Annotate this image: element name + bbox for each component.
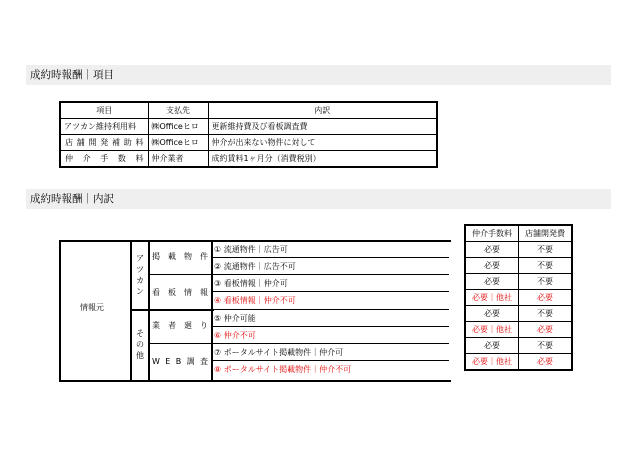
item-name: 店 舗 開 発 補 助 料 [60, 135, 148, 151]
fee-cell: 不要 [519, 242, 573, 258]
row-divider [211, 274, 449, 275]
table-row [60, 119, 437, 135]
section-header-breakdown [26, 189, 611, 209]
table-row [465, 242, 572, 258]
section-title: 成約時報酬｜内訳 [30, 193, 114, 205]
subgroup-label: W E B 調 査 [152, 357, 208, 366]
fee-cell: 必要 [519, 290, 573, 306]
tree-line [148, 343, 214, 344]
list-item: ② 流通物件｜広告不可 [214, 262, 296, 271]
fee-cell: 必要｜他社 [465, 290, 519, 306]
list-item: ⑦ ポータルサイト掲載物件｜仲介可 [214, 348, 344, 357]
list-item: ⑧ ポータルサイト掲載物件｜仲介不可 [214, 365, 352, 374]
fee-cell: 必要 [465, 338, 519, 354]
root-label: 情報元 [80, 303, 104, 312]
fee-cell: 不要 [519, 258, 573, 274]
table-row [465, 290, 572, 306]
fee-cell: 必要 [465, 274, 519, 290]
subgroup-label: 掲 載 物 件 [152, 252, 208, 261]
list-item: ③ 看板情報｜仲介可 [214, 279, 288, 288]
group-label-atsukan: アツカン [136, 254, 144, 296]
payee: ㈱Officeヒロ [148, 119, 208, 135]
payee: ㈱Officeヒロ [148, 135, 208, 151]
fee-cell: 不要 [519, 306, 573, 322]
row-divider [211, 326, 449, 327]
tree-line [130, 309, 214, 311]
header-store-dev-fee: 店舗開発費 [519, 225, 573, 242]
payee: 仲介業者 [148, 151, 208, 168]
list-item: ⑥ 仲介不可 [214, 331, 256, 340]
row-divider [211, 291, 449, 292]
header-item: 項目 [60, 102, 148, 119]
items-table [59, 101, 438, 168]
fee-cell: 必要 [519, 354, 573, 371]
header-detail: 内訳 [208, 102, 437, 119]
fee-cell: 必要｜他社 [465, 322, 519, 338]
fee-cell: 必要 [465, 242, 519, 258]
detail: 更新維持費及び看板調査費 [208, 119, 437, 135]
subgroup-label: 看 板 情 報 [152, 288, 208, 297]
header-payee: 支払先 [148, 102, 208, 119]
fee-cell: 必要 [465, 258, 519, 274]
section-title: 成約時報酬｜項目 [30, 69, 114, 81]
tree-line [148, 274, 214, 275]
group-label-other: その他 [136, 329, 144, 360]
table-row [465, 274, 572, 290]
fee-cell: 必要｜他社 [465, 354, 519, 371]
row-divider [211, 360, 449, 361]
detail: 成約賃料1ヶ月分（消費税別） [208, 151, 437, 168]
fee-cell: 不要 [519, 274, 573, 290]
row-divider [211, 343, 449, 344]
row-divider [211, 309, 449, 310]
subgroup-label: 業 者 廻 り [152, 321, 208, 330]
table-header-row [465, 225, 572, 242]
table-row [465, 322, 572, 338]
item-name: 仲 介 手 数 料 [60, 151, 148, 168]
item-name: アツカン維持利用料 [60, 119, 148, 135]
table-row [465, 306, 572, 322]
fee-cell: 必要 [465, 306, 519, 322]
table-row [465, 338, 572, 354]
table-row [60, 151, 437, 168]
row-divider [211, 257, 449, 258]
table-row [465, 354, 572, 371]
table-row [465, 258, 572, 274]
section-header-items [26, 65, 611, 85]
header-brokerage-fee: 仲介手数料 [465, 225, 519, 242]
list-item: ④ 看板情報｜仲介不可 [214, 296, 296, 305]
list-item: ⑤ 仲介可能 [214, 314, 256, 323]
fee-table [464, 224, 573, 371]
detail: 仲介が出来ない物件に対して [208, 135, 437, 151]
fee-cell: 必要 [519, 322, 573, 338]
table-header-row [60, 102, 437, 119]
fee-cell: 不要 [519, 338, 573, 354]
table-row [60, 135, 437, 151]
list-item: ① 流通物件｜広告可 [214, 245, 288, 254]
